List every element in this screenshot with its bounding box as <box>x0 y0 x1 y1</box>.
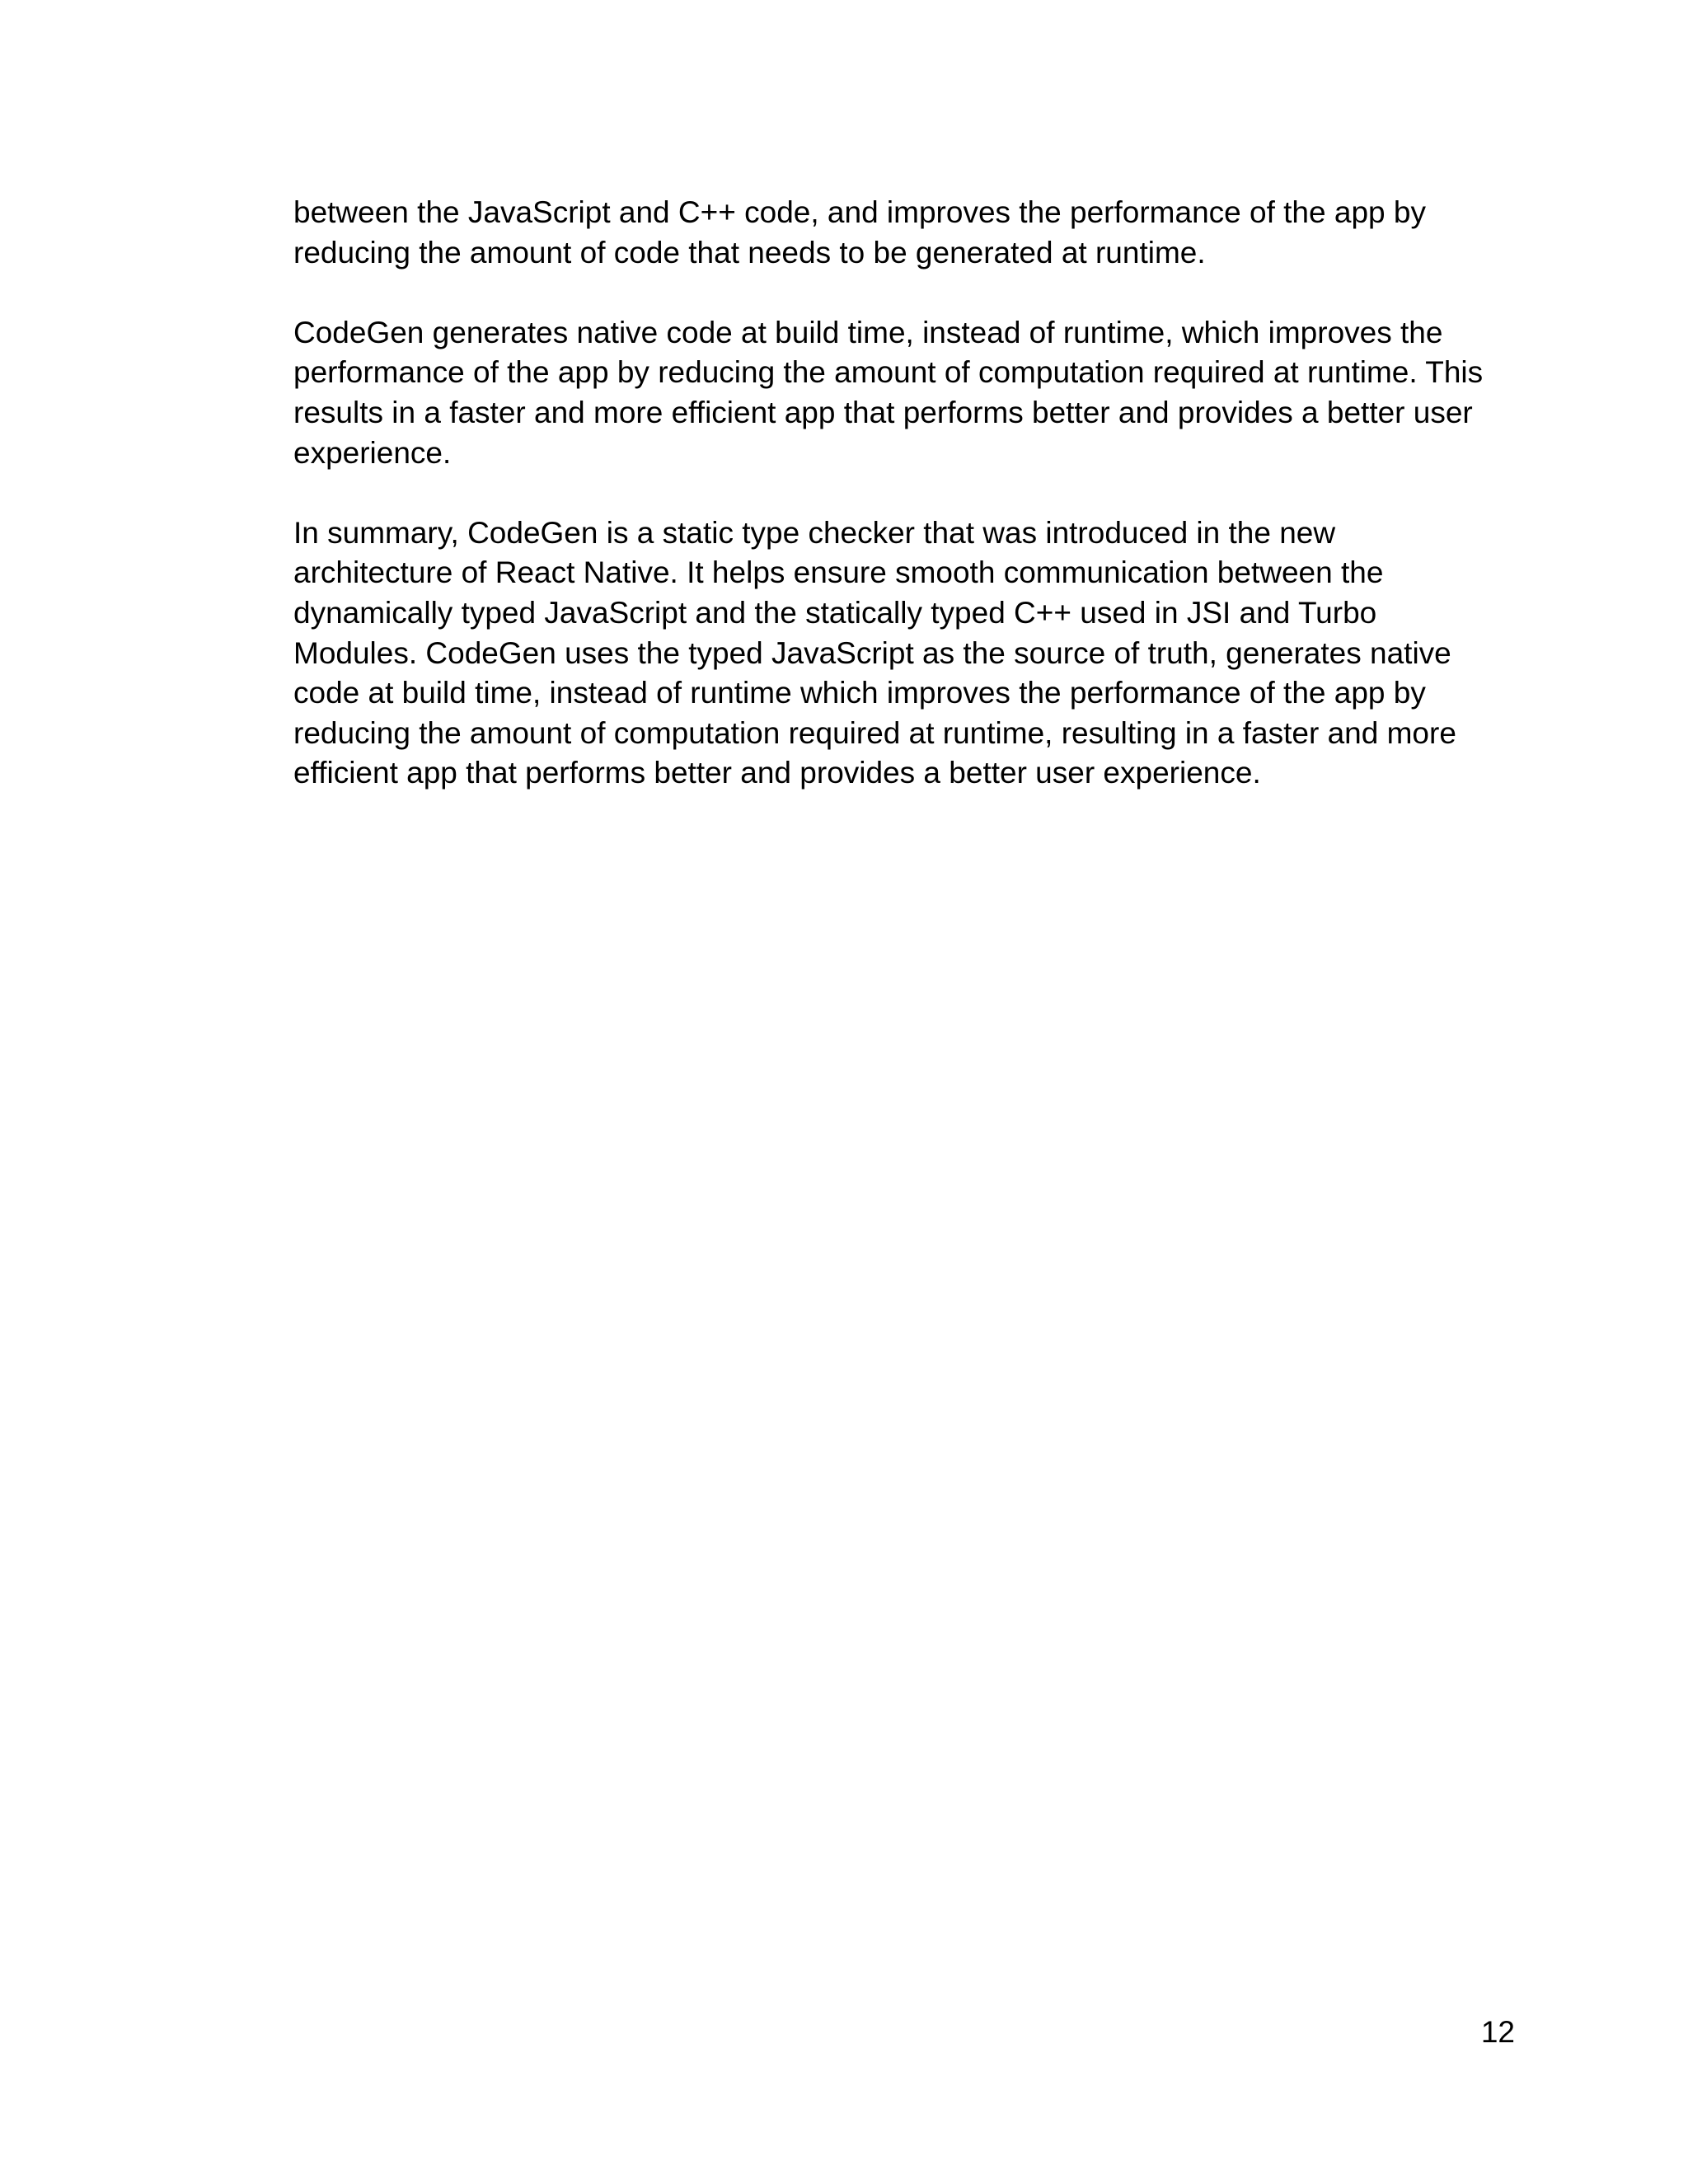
text-line: Modules. CodeGen uses the typed JavaScript as the source of truth, generates native <box>293 635 1451 670</box>
text-line: performance of the app by reducing the amount of computation required at runtime. This <box>293 355 1484 390</box>
text-line: reducing the amount of computation required at runtime, resulting in a faster and more <box>293 715 1456 750</box>
text-line: between the JavaScript and C++ code, and improves the performance of the app by <box>293 195 1426 229</box>
page-number: 12 <box>1480 2015 1515 2049</box>
text-line: experience. <box>293 435 452 470</box>
text-line: reducing the amount of code that needs to be generated at runtime. <box>293 235 1206 269</box>
document-body <box>293 193 1484 834</box>
text-line: results in a faster and more efficient app that performs better and provides a better user <box>293 395 1473 429</box>
text-line: In summary, CodeGen is a static type checker that was introduced in the new <box>293 515 1336 550</box>
text-line: architecture of React Native. It helps ensure smooth communication between the <box>293 555 1384 590</box>
text-line: dynamically typed JavaScript and the statically typed C++ used in JSI and Turbo <box>293 595 1377 630</box>
text-line: code at build time, instead of runtime which improves the performance of the app by <box>293 676 1426 710</box>
text-line: CodeGen generates native code at build time, instead of runtime, which improves the <box>293 315 1443 349</box>
paragraph-build-time-generation <box>293 313 1484 473</box>
text-line: efficient app that performs better and provides a better user experience. <box>293 756 1261 790</box>
paragraph-codegen-comparison <box>293 193 1480 273</box>
paragraph-summary <box>293 513 1480 794</box>
